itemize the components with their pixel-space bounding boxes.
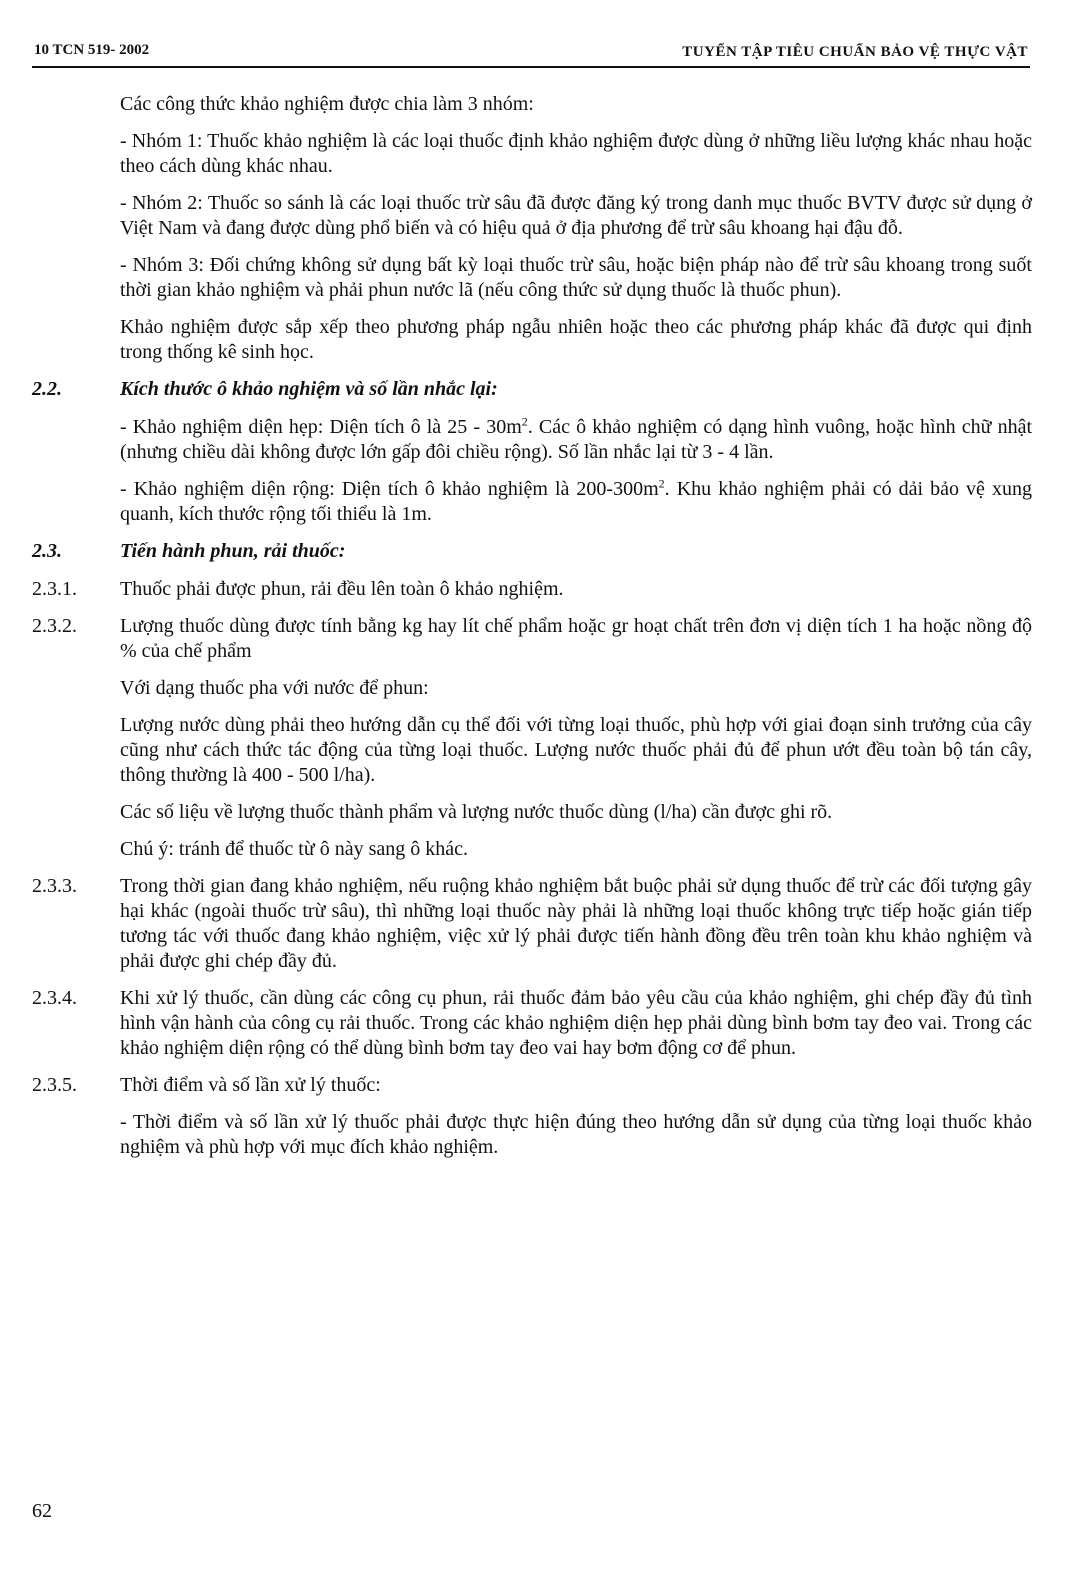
- paragraph-timing: - Thời điểm và số lần xử lý thuốc phải được thực hiện đúng theo hướng dẫn sử dụng của từng loại thuốc khảo nghiệm và phù hợp với mục đích khảo nghiệm.: [120, 1111, 1032, 1158]
- standard-code: 10 TCN 519- 2002: [34, 42, 150, 58]
- paragraph-intro: Các công thức khảo nghiệm được chia làm 3 nhóm:: [120, 93, 534, 115]
- item-2-3-1: [0, 577, 1081, 602]
- paragraph-small-plot: [120, 415, 1032, 465]
- large-plot-text-b: . Khu khảo nghiệm phải có dải bảo vệ xung quanh, kích thước rộng tối thiểu là 1m.: [120, 478, 1032, 525]
- large-plot-text-a: - Khảo nghiệm diện rộng: Diện tích ô khảo nghiệm là 200-300m: [120, 478, 659, 500]
- large-plot-superscript: 2: [658, 476, 665, 491]
- section-title: Kích thước ô khảo nghiệm và số lần nhắc lại:: [120, 378, 498, 400]
- running-header: [32, 40, 1030, 68]
- item-text: Thuốc phải được phun, rải đều lên toàn ô khảo nghiệm.: [120, 578, 564, 600]
- paragraph-group-3: - Nhóm 3: Đối chứng không sử dụng bất kỳ loại thuốc trừ sâu, hoặc biện pháp nào để trừ sâu khoang trong suốt thời gian khảo nghiệm và phải phun nước lã (nếu công thức sử dụng thuốc là thuốc phun).: [120, 254, 1032, 301]
- paragraph-large-plot: [120, 477, 1032, 527]
- item-number: 2.3.3.: [32, 875, 77, 897]
- section-2-2-heading: [0, 377, 1081, 405]
- paragraph-water-form: Với dạng thuốc pha với nước để phun:: [120, 677, 429, 699]
- section-2-3-heading: [0, 539, 1081, 567]
- item-text: Thời điểm và số lần xử lý thuốc:: [120, 1074, 381, 1096]
- section-number: 2.3.: [32, 540, 62, 562]
- section-title: Tiến hành phun, rải thuốc:: [120, 540, 346, 562]
- paragraph-layout: Khảo nghiệm được sắp xếp theo phương pháp ngẫu nhiên hoặc theo các phương pháp khác đã được qui định trong thống kê sinh học.: [120, 316, 1032, 363]
- small-plot-text-a: - Khảo nghiệm diện hẹp: Diện tích ô là 25 - 30m: [120, 416, 522, 438]
- paragraph-note: Chú ý: tránh để thuốc từ ô này sang ô khác.: [120, 838, 468, 860]
- small-plot-text-b: . Các ô khảo nghiệm có dạng hình vuông, hoặc hình chữ nhật (nhưng chiều dài không được lớn gấp đôi chiều rộng). Số lần nhắc lại từ 3 - 4 lần.: [120, 416, 1032, 463]
- paragraph-water-amount: Lượng nước dùng phải theo hướng dẫn cụ thể đối với từng loại thuốc, phù hợp với giai đoạn sinh trưởng của cây cũng như cách thức tác động của từng loại thuốc. Lượng nước thuốc phải đủ để phun ướt đều toàn bộ tán cây, thông thường là 400 - 500 l/ha).: [120, 714, 1032, 786]
- item-text: Khi xử lý thuốc, cần dùng các công cụ phun, rải thuốc đảm bảo yêu cầu của khảo nghiệm, ghi chép đầy đủ tình hình vận hành của công cụ rải thuốc. Trong các khảo nghiệm diện hẹp phải dùng bình bơm tay đeo vai. Trong các khảo nghiệm diện rộng có thể dùng bình bơm tay đeo vai hay bơm động cơ để phun.: [120, 987, 1032, 1059]
- item-number: 2.3.1.: [32, 578, 77, 600]
- item-text: Trong thời gian đang khảo nghiệm, nếu ruộng khảo nghiệm bắt buộc phải sử dụng thuốc để trừ các đối tượng gây hại khác (ngoài thuốc trừ sâu), thì những loại thuốc này phải là những loại thuốc không trực tiếp hoặc gián tiếp tương tác với thuốc đang khảo nghiệm, việc xử lý phải được tiến hành đồng đều trên toàn khu khảo nghiệm và phải được ghi chép đầy đủ.: [120, 875, 1032, 972]
- item-number: 2.3.2.: [32, 615, 77, 637]
- section-number: 2.2.: [32, 378, 62, 400]
- collection-title: TUYỂN TẬP TIÊU CHUẨN BẢO VỆ THỰC VẬT: [682, 44, 1028, 60]
- page-content: [0, 92, 1081, 1172]
- item-text: Lượng thuốc dùng được tính bằng kg hay lít chế phẩm hoặc gr hoạt chất trên đơn vị diện tích 1 ha hoặc nồng độ % của chế phẩm: [120, 615, 1032, 662]
- item-2-3-3: [0, 874, 1081, 974]
- paragraph-group-1: - Nhóm 1: Thuốc khảo nghiệm là các loại thuốc định khảo nghiệm được dùng ở những liều lượng khác nhau hoặc theo cách dùng khác nhau.: [120, 130, 1032, 177]
- item-2-3-4: [0, 986, 1081, 1061]
- item-number: 2.3.5.: [32, 1074, 77, 1096]
- page-number: 62: [32, 1500, 52, 1522]
- item-2-3-2: [0, 614, 1081, 664]
- item-number: 2.3.4.: [32, 987, 77, 1009]
- paragraph-group-2: - Nhóm 2: Thuốc so sánh là các loại thuốc trừ sâu đã được đăng ký trong danh mục thuốc BVTV được sử dụng ở Việt Nam và đang được dùng phổ biến và có hiệu quả ở địa phương để trừ sâu khoang hại đậu đỗ.: [120, 192, 1032, 239]
- small-plot-superscript: 2: [521, 414, 528, 429]
- paragraph-records: Các số liệu về lượng thuốc thành phẩm và lượng nước thuốc dùng (l/ha) cần được ghi rõ.: [120, 801, 833, 823]
- item-2-3-5: [0, 1073, 1081, 1098]
